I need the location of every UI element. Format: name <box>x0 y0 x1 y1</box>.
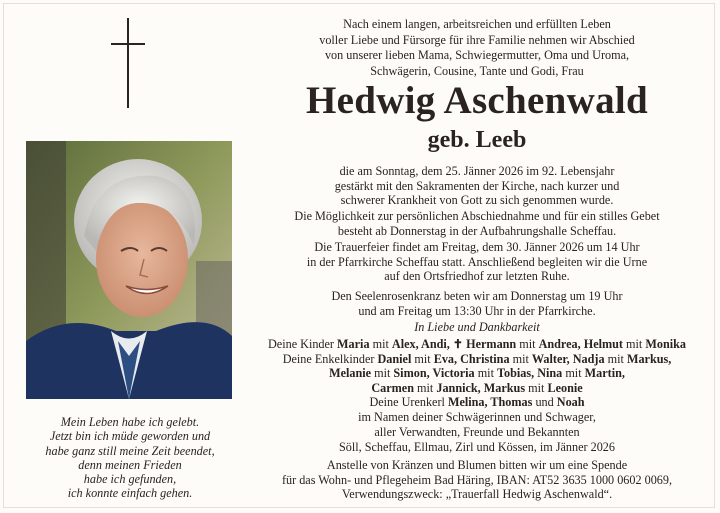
gratitude-line: In Liebe und Dankbarkeit <box>414 320 540 334</box>
text-line: im Namen deiner Schwägerinnen und Schwager, <box>358 409 596 424</box>
cross-icon <box>111 18 145 108</box>
text-line: in der Pfarrkirche Scheffau statt. Anschließend begleiten wir die Urne <box>306 254 648 269</box>
text-line: gestärkt mit den Sakramenten der Kirche, nach kurzer und <box>334 178 620 193</box>
portrait-photo <box>26 141 232 399</box>
text-line: besteht ab Donnerstag in der Aufbahrungshalle Scheffau. <box>337 223 617 238</box>
text-line: Den Seelenrosenkranz beten wir am Donnerstag um 19 Uhr <box>331 289 623 303</box>
rosary-info <box>248 289 706 318</box>
places-date: Söll, Scheffau, Ellmau, Zirl und Kössen, im Jänner 2026 <box>339 440 615 454</box>
intro-text <box>248 17 706 79</box>
deceased-name: Hedwig Aschenwald <box>305 79 649 122</box>
poem-line: habe ganz still meine Zeit beendet, <box>45 443 215 458</box>
poem-line: ich konnte einfach gehen. <box>67 486 193 501</box>
grandchildren-line: Carmen mit Jannick, Markus mit Leonie <box>371 380 583 395</box>
children-line: Deine Kinder Maria mit Alex, Andi, ✝ Hermann mit Andrea, Helmut mit Monika <box>268 337 686 351</box>
intro-line: Nach einem langen, arbeitsreichen und erfüllten Leben <box>343 17 611 31</box>
text-line: Verwendungszweck: „Trauerfall Hedwig Aschenwald“. <box>341 487 613 502</box>
great-grandchildren-line: Deine Urenkerl Melina, Thomas und Noah <box>369 395 585 410</box>
text-line: Die Trauerfeier findet am Freitag, dem 30. Jänner 2026 um 14 Uhr <box>314 240 640 254</box>
grandchildren-line: Melanie mit Simon, Victoria mit Tobias, Nina mit Martin, <box>329 366 625 381</box>
donation-info <box>248 458 706 502</box>
funeral-info <box>248 240 706 284</box>
intro-line: von unserer lieben Mama, Schwiegermutter, Oma und Uroma, <box>324 48 630 62</box>
poem-line: habe ich gefunden, <box>83 472 177 487</box>
poem-line: Mein Leben habe ich gelebt. <box>60 415 200 429</box>
text-line: aller Verwandten, Freunde und Bekannten <box>374 424 580 439</box>
text-line: die am Sonntag, dem 25. Jänner 2026 im 92. Lebensjahr <box>339 164 615 178</box>
poem-line: denn meinen Frieden <box>78 457 182 472</box>
maiden-name: geb. Leeb <box>427 127 527 153</box>
death-notice <box>248 164 706 208</box>
text-line: auf den Ortsfriedhof zur letzten Ruhe. <box>384 269 570 284</box>
text-line: Die Möglichkeit zur persönlichen Abschiednahme und für ein stilles Gebet <box>294 209 660 223</box>
intro-line: voller Liebe und Fürsorge für ihre Familie nehmen wir Abschied <box>319 32 635 47</box>
farewell-info <box>248 209 706 238</box>
grandchildren-line: Deine Enkelkinder Daniel mit Eva, Christina mit Walter, Nadja mit Markus, <box>282 351 672 366</box>
intro-line: Schwägerin, Cousine, Tante und Godi, Frau <box>370 63 584 78</box>
text-line: und am Freitag um 13:30 Uhr in der Pfarrkirche. <box>358 303 596 318</box>
text-line: Anstelle von Kränzen und Blumen bitten wir um eine Spende <box>326 458 628 472</box>
text-line: schwerer Krankheit von Gott zu sich genommen wurde. <box>340 193 614 208</box>
poem <box>20 415 240 501</box>
family-list <box>248 337 706 439</box>
text-line: für das Wohn- und Pflegeheim Bad Häring, IBAN: AT52 3635 1000 0602 0069, <box>281 472 673 487</box>
poem-line: Jetzt bin ich müde geworden und <box>49 429 211 444</box>
